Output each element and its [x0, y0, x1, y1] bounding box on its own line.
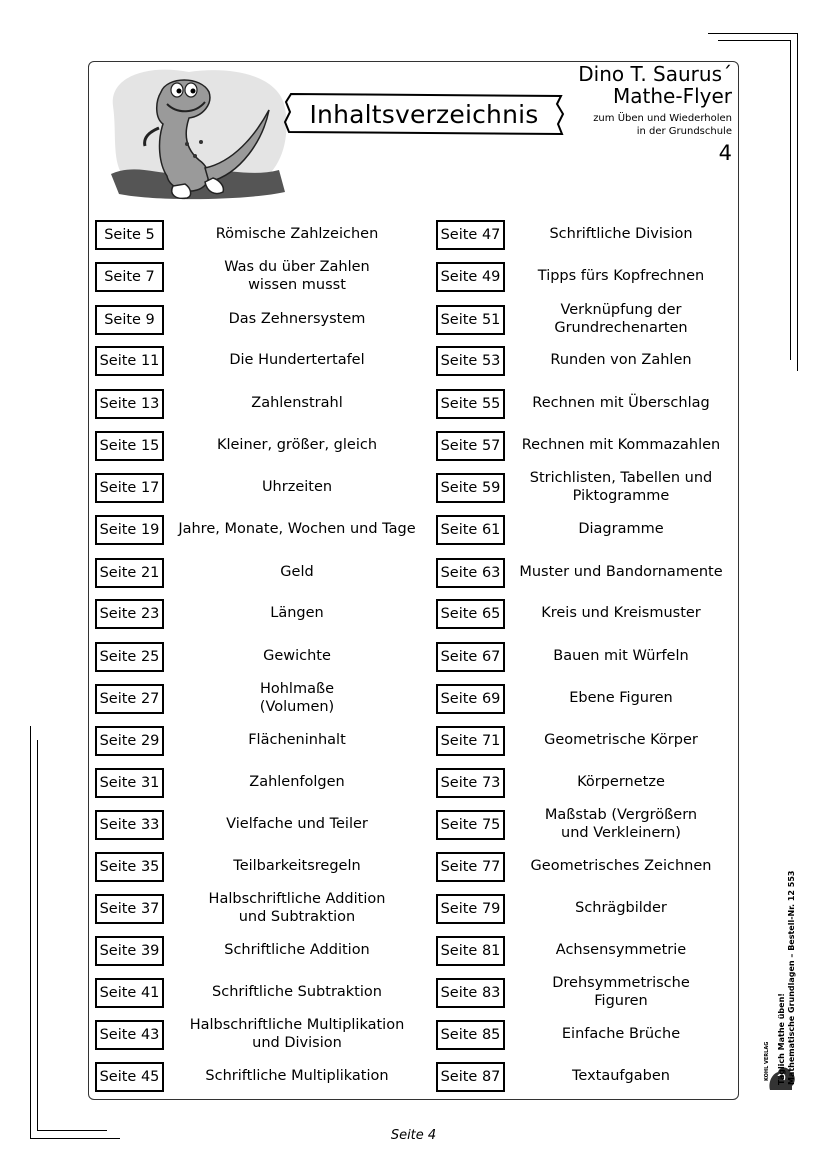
toc-page-reference: Seite 33: [95, 810, 164, 840]
toc-page-reference: Seite 75: [436, 810, 505, 840]
toc-topic: Strichlisten, Tabellen und Piktogramme: [529, 470, 713, 504]
toc-page-reference: Seite 39: [95, 936, 164, 966]
toc-page-reference: Seite 7: [95, 262, 164, 292]
toc-page-reference: Seite 31: [95, 768, 164, 798]
toc-entry: [436, 431, 732, 461]
toc-topic: Das Zehnersystem: [228, 311, 366, 328]
toc-entry: [95, 431, 425, 461]
toc-entry: [436, 852, 732, 882]
toc-page-reference: Seite 87: [436, 1062, 505, 1092]
toc-page-reference: Seite 53: [436, 346, 505, 376]
toc-topic: Rechnen mit Überschlag: [532, 395, 710, 412]
toc-page-reference: Seite 77: [436, 852, 505, 882]
toc-page-reference: Seite 25: [95, 642, 164, 672]
toc-page-reference: Seite 69: [436, 684, 505, 714]
toc-topic: Drehsymmetrische Figuren: [552, 975, 690, 1009]
toc-page-reference: Seite 37: [95, 894, 164, 924]
brand-block: [578, 64, 732, 164]
toc-entry: [436, 768, 732, 798]
toc-topic: Teilbarkeitsregeln: [233, 858, 361, 875]
corner-line: [708, 33, 798, 34]
toc-topic: Diagramme: [578, 521, 664, 538]
corner-line: [718, 40, 790, 41]
toc-entry: [95, 642, 425, 672]
toc-page-reference: Seite 19: [95, 515, 164, 545]
toc-entry: [95, 1062, 425, 1092]
toc-topic: Was du über Zahlen wissen musst: [224, 259, 370, 293]
corner-line: [797, 33, 798, 371]
toc-topic: Maßstab (Vergrößern und Verkleinern): [544, 807, 698, 841]
toc-page-reference: Seite 71: [436, 726, 505, 756]
toc-page-reference: Seite 79: [436, 894, 505, 924]
toc-entry: [95, 1017, 425, 1051]
toc-page-reference: Seite 63: [436, 558, 505, 588]
toc-topic: Tipps fürs Kopfrechnen: [537, 268, 705, 285]
toc-page-reference: Seite 9: [95, 305, 164, 335]
toc-page-reference: Seite 61: [436, 515, 505, 545]
toc-entry: [436, 389, 732, 419]
toc-topic: Uhrzeiten: [261, 479, 333, 496]
logo-text: KOHL VERLAG: [763, 1041, 770, 1081]
subtitle-line-1: zum Üben und Wiederholen: [593, 113, 732, 124]
toc-topic: Römische Zahlzeichen: [215, 226, 379, 243]
toc-page-reference: Seite 23: [95, 599, 164, 629]
toc-entry: [95, 305, 425, 335]
toc-entry: [436, 302, 732, 336]
toc-topic: Geometrisches Zeichnen: [530, 858, 712, 875]
toc-entry: [95, 220, 425, 250]
toc-topic: Verknüpfung der Grundrechenarten: [554, 302, 688, 336]
toc-entry: [95, 768, 425, 798]
toc-entry: [436, 894, 732, 924]
toc-entry: [95, 891, 425, 925]
toc-topic: Hohlmaße (Volumen): [259, 681, 335, 715]
toc-page-reference: Seite 83: [436, 978, 505, 1008]
toc-topic: Geld: [280, 564, 314, 581]
toc-topic: Jahre, Monate, Wochen und Tage: [178, 521, 416, 538]
toc-entry: [95, 726, 425, 756]
toc-topic: Halbschriftliche Addition und Subtraktion: [208, 891, 386, 925]
toc-entry: [436, 470, 732, 504]
toc-entry: [436, 1020, 732, 1050]
corner-line: [30, 726, 31, 1138]
toc-topic: Runden von Zahlen: [550, 352, 692, 369]
page-number: 4: [718, 141, 732, 165]
toc-entry: [436, 599, 732, 629]
toc-page-reference: Seite 65: [436, 599, 505, 629]
toc-topic: Bauen mit Würfeln: [553, 648, 689, 665]
toc-page-reference: Seite 85: [436, 1020, 505, 1050]
toc-page-reference: Seite 73: [436, 768, 505, 798]
toc-page-reference: Seite 55: [436, 389, 505, 419]
toc-entry: [95, 558, 425, 588]
toc-topic: Vielfache und Teiler: [226, 816, 368, 833]
toc-page-reference: Seite 57: [436, 431, 505, 461]
footer-page-label: Seite 4: [390, 1128, 437, 1143]
toc-page-reference: Seite 29: [95, 726, 164, 756]
toc-topic: Flächeninhalt: [248, 732, 346, 749]
toc-topic: Muster und Bandornamente: [519, 564, 723, 581]
toc-entry: [436, 726, 732, 756]
toc-entry: [95, 810, 425, 840]
toc-page-reference: Seite 17: [95, 473, 164, 503]
corner-line: [790, 40, 791, 360]
toc-entry: [95, 978, 425, 1008]
brand-line-2: Mathe-Flyer: [613, 84, 732, 108]
toc-page-reference: Seite 67: [436, 642, 505, 672]
toc-topic: Geometrische Körper: [544, 732, 698, 749]
toc-topic: Kreis und Kreismuster: [541, 605, 701, 622]
toc-entry: [436, 975, 732, 1009]
toc-topic: Ebene Figuren: [569, 690, 673, 707]
toc-topic: Längen: [270, 605, 324, 622]
corner-line: [37, 740, 38, 1130]
toc-page-reference: Seite 11: [95, 346, 164, 376]
subtitle-line-2: in der Grundschule: [636, 126, 732, 137]
toc-entry: [95, 259, 425, 293]
toc-entry: [436, 1062, 732, 1092]
toc-entry: [436, 936, 732, 966]
toc-page-reference: Seite 13: [95, 389, 164, 419]
toc-topic: Rechnen mit Kommazahlen: [521, 437, 721, 454]
toc-topic: Zahlenstrahl: [251, 395, 343, 412]
toc-topic: Körpernetze: [577, 774, 665, 791]
toc-entry: [95, 473, 425, 503]
toc-topic: Gewichte: [263, 648, 331, 665]
toc-entry: [436, 220, 732, 250]
toc-entry: [95, 599, 425, 629]
toc-page-reference: Seite 49: [436, 262, 505, 292]
toc-entry: [95, 852, 425, 882]
toc-topic: Schriftliche Division: [549, 226, 693, 243]
toc-topic: Schriftliche Subtraktion: [212, 984, 382, 1001]
toc-topic: Schrägbilder: [575, 900, 667, 917]
toc-entry: [436, 346, 732, 376]
sidebar-line-2: Mathematische Grundlagen – Bestell-Nr. 12 553: [787, 870, 797, 1085]
toc-entry: [436, 262, 732, 292]
toc-page-reference: Seite 45: [95, 1062, 164, 1092]
toc-topic: Schriftliche Addition: [224, 942, 370, 959]
toc-entry: [436, 684, 732, 714]
toc-entry: [436, 515, 732, 545]
toc-topic: Textaufgaben: [572, 1068, 670, 1085]
toc-entry: [95, 936, 425, 966]
toc-entry: [436, 807, 732, 841]
toc-page-reference: Seite 47: [436, 220, 505, 250]
toc-topic: Die Hundertertafel: [229, 352, 365, 369]
toc-page-reference: Seite 21: [95, 558, 164, 588]
toc-topic: Schriftliche Multiplikation: [205, 1068, 389, 1085]
toc-topic: Einfache Brüche: [561, 1026, 681, 1043]
toc-entry: [95, 346, 425, 376]
toc-entry: [95, 389, 425, 419]
toc-topic: Halbschriftliche Multiplikation und Division: [189, 1017, 405, 1051]
toc-page-reference: Seite 27: [95, 684, 164, 714]
dinosaur-illustration: [109, 66, 289, 206]
toc-page-reference: Seite 59: [436, 473, 505, 503]
toc-page-reference: Seite 81: [436, 936, 505, 966]
toc-entry: [95, 515, 425, 545]
toc-entry: [95, 681, 425, 715]
toc-page-reference: Seite 35: [95, 852, 164, 882]
brand-line-1: Dino T. Saurus´: [578, 62, 732, 86]
toc-page-reference: Seite 15: [95, 431, 164, 461]
toc-topic: Kleiner, größer, gleich: [216, 437, 378, 454]
toc-topic: Zahlenfolgen: [249, 774, 345, 791]
toc-entry: [436, 642, 732, 672]
toc-topic: Achsensymmetrie: [555, 942, 687, 959]
toc-page-reference: Seite 51: [436, 305, 505, 335]
toc-page-reference: Seite 41: [95, 978, 164, 1008]
page-title: Inhaltsverzeichnis: [309, 99, 539, 129]
toc-page-reference: Seite 5: [95, 220, 164, 250]
toc-entry: [436, 558, 732, 588]
toc-page-reference: Seite 43: [95, 1020, 164, 1050]
sidebar-line-1: Täglich Mathe üben!: [777, 993, 786, 1085]
